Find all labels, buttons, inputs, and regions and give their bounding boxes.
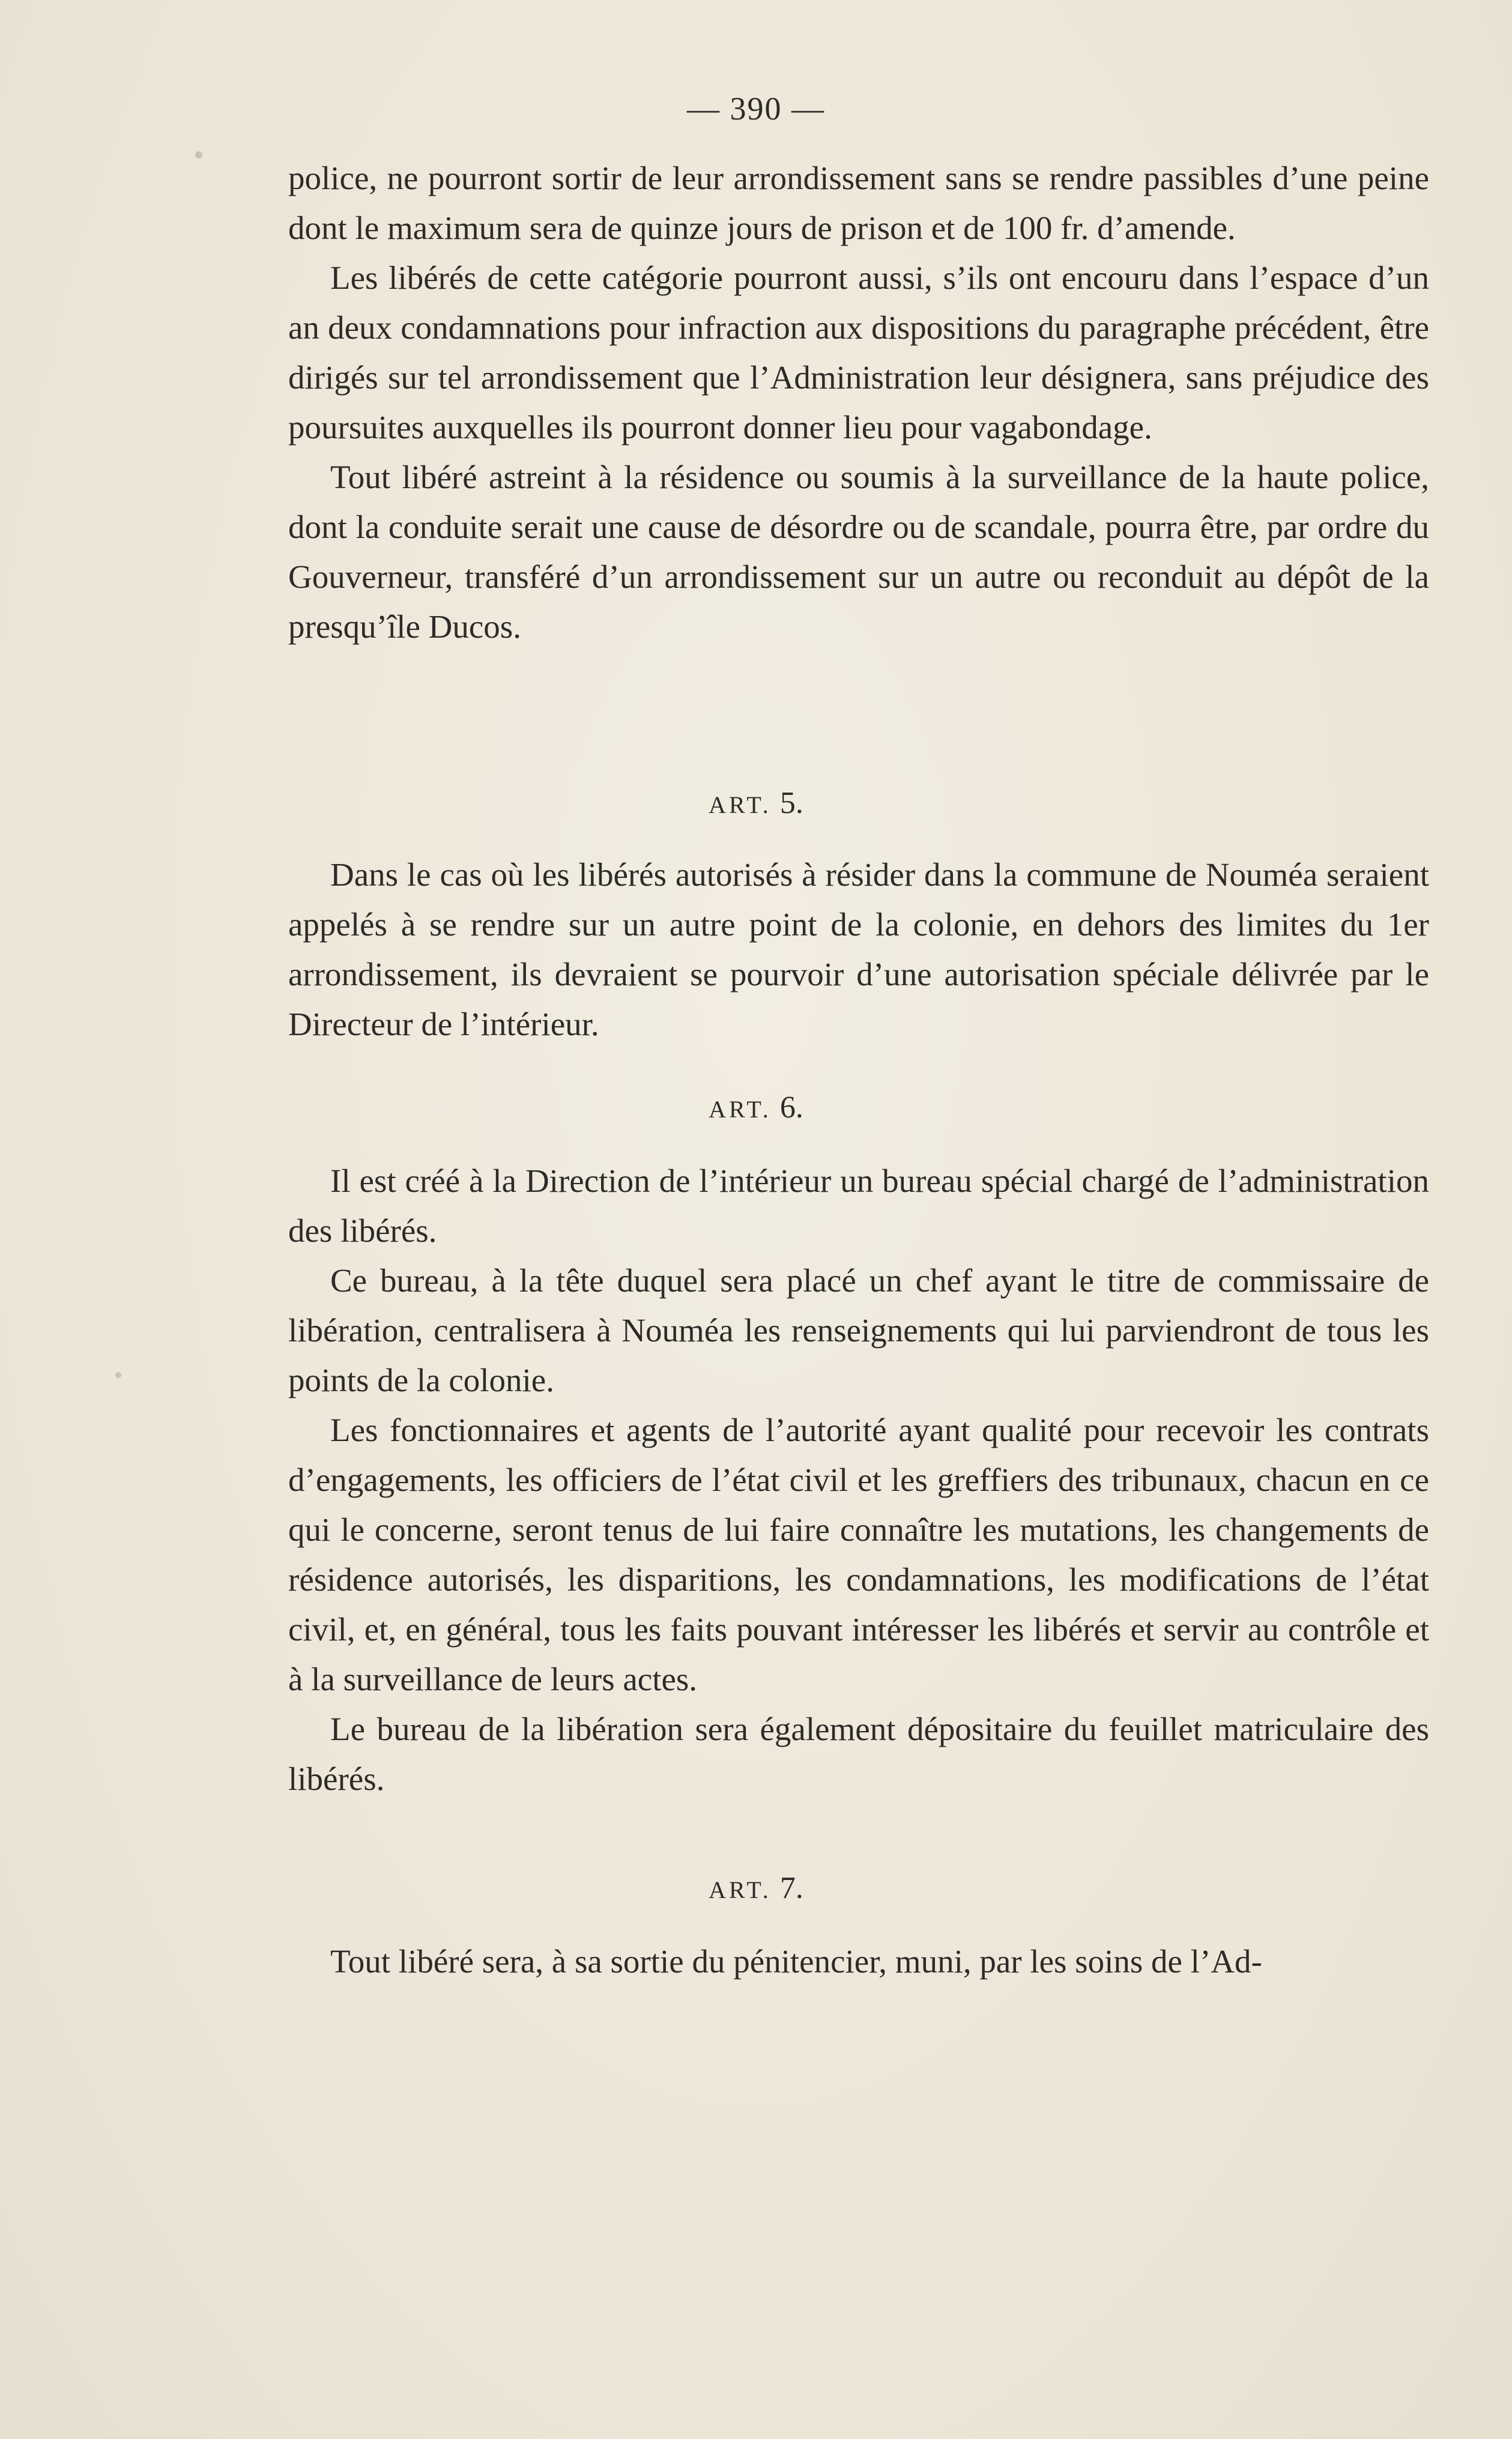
paper-speck [195, 151, 202, 159]
paragraph: Le bureau de la libération sera également dépositaire du feuillet matriculaire des libérés. [288, 1711, 1429, 1797]
article-heading-5 [0, 785, 1512, 821]
article-5-text [288, 850, 1429, 1049]
paragraph: police, ne pourront sortir de leur arrondissement sans se rendre passibles d’une peine dont le maximum sera de quinze jours de prison et de 100 fr. d’amende. [288, 160, 1429, 246]
article-heading-7 [0, 1870, 1512, 1906]
paragraph: Tout libéré sera, à sa sortie du pénitencier, muni, par les soins de l’Ad- [330, 1943, 1262, 1980]
article-number: 7. [779, 1871, 803, 1905]
paragraph: Il est créé à la Direction de l’intérieur un bureau spécial chargé de l’administration des libérés. [288, 1162, 1429, 1249]
paragraph: Les libérés de cette catégorie pourront aussi, s’ils ont encouru dans l’espace d’un an deux condamnations pour infraction aux dispositions du paragraphe précédent, être dirigés sur tel arrondissement que l’Administration leur désignera, sans préjudice des poursuites auxquelles ils pourront donner lieu pour vagabondage. [288, 259, 1429, 446]
continued-text-block [288, 153, 1429, 651]
article-heading-6 [0, 1090, 1512, 1125]
paragraph: Ce bureau, à la tête duquel sera placé un chef ayant le titre de commissaire de libération, centralisera à Nouméa les renseignements qui lui parviendront de tous les points de la colonie. [288, 1262, 1429, 1398]
page-number: — 390 — [687, 91, 825, 127]
paper-speck [115, 1372, 121, 1378]
article-7-text [288, 1936, 1429, 1986]
paragraph: Dans le cas où les libérés autorisés à résider dans la commune de Nouméa seraient appelés à se rendre sur un autre point de la colonie, en dehors des limites du 1er arrondissement, ils devraient se pourvoir d’une autorisation spéciale délivrée par le Directeur de l’intérieur. [288, 856, 1429, 1042]
article-6-text [288, 1156, 1429, 1804]
article-label: ART. [709, 1876, 772, 1903]
article-label: ART. [709, 791, 772, 818]
article-number: 5. [779, 786, 803, 820]
article-label: ART. [709, 1096, 772, 1123]
paragraph: Tout libéré astreint à la résidence ou soumis à la surveillance de la haute police, dont la conduite serait une cause de désordre ou de scandale, pourra être, par ordre du Gouverneur, transféré d’un arrondissement sur un autre ou reconduit au dépôt de la presqu’île Ducos. [288, 459, 1429, 645]
paragraph: Les fonctionnaires et agents de l’autorité ayant qualité pour recevoir les contrats d’engagements, les officiers de l’état civil et les greffiers des tribunaux, chacun en ce qui le concerne, seront tenus de lui faire connaître les mutations, les changements de résidence autorisés, les disparitions, les condamnations, les modifications de l’état civil, et, en général, tous les faits pouvant intéresser les libérés et servir au contrôle et à la surveillance de leurs actes. [288, 1412, 1429, 1697]
article-number: 6. [779, 1090, 803, 1125]
